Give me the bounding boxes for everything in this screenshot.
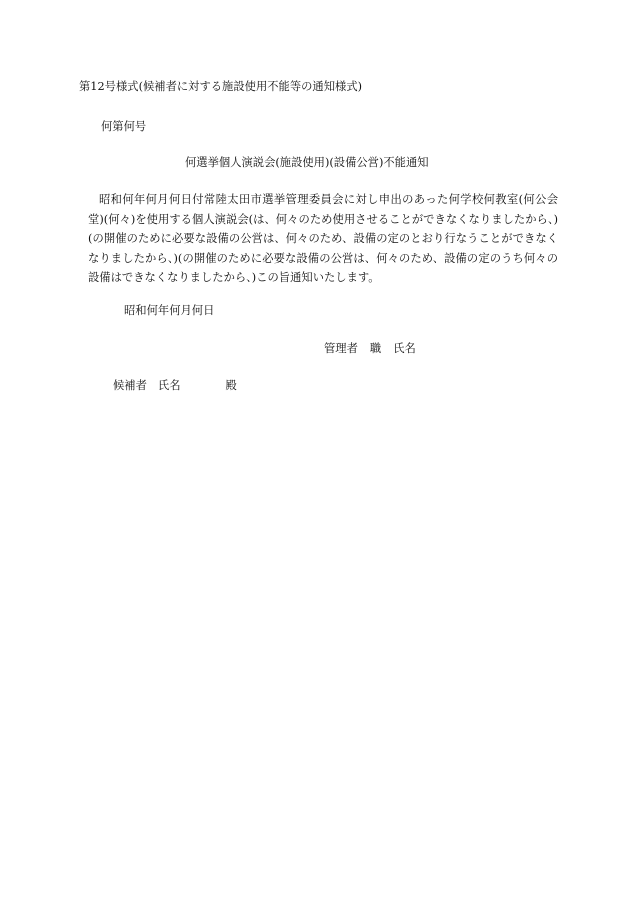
recipient-name: 氏名	[157, 379, 181, 392]
recipient-label: 候補者	[113, 379, 147, 392]
recipient-honorific: 殿	[225, 379, 237, 392]
notice-date: 昭和何年何月何日	[124, 304, 215, 317]
administrator-signature	[324, 343, 416, 354]
document-number: 何第何号	[101, 120, 147, 133]
form-heading: 第12号様式(候補者に対する施設使用不能等の通知様式)	[79, 80, 363, 93]
administrator-label: 管理者	[324, 342, 358, 355]
administrator-name: 氏名	[393, 342, 416, 355]
document-title: 何選挙個人演説会(施設使用)(設備公営)不能通知	[185, 156, 429, 169]
recipient-line	[113, 380, 237, 391]
administrator-position: 職	[369, 342, 382, 355]
notice-body: 昭和何年何月何日付常陸太田市選挙管理委員会に対し申出のあった何学校何教室(何公会堂)(何々)を使用する個人演説会(は、何々のため使用させることができなくなりましたから、)(の開催のために必要な設備の公営は、何々のため、設備の定のとおり行なうことができなくなりましたから、)(の開催のために必要な設備の公営は、何々のため、設備の定のうち何々の設備はできなくなりましたから、)この旨通知いたします。	[88, 193, 558, 285]
